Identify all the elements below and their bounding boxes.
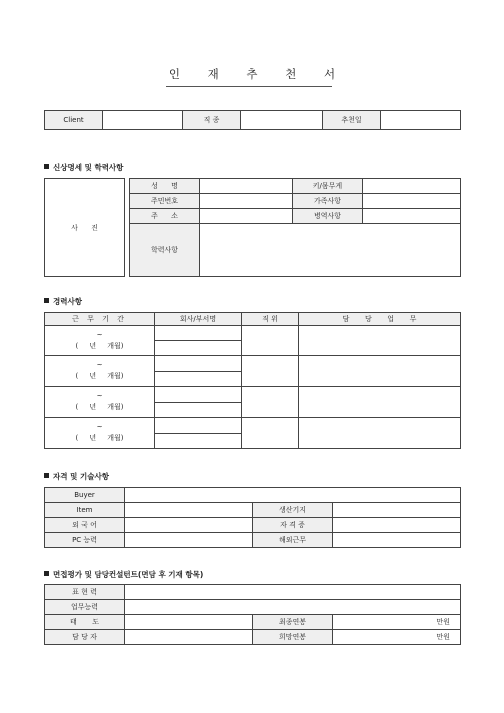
buyer-field[interactable] bbox=[125, 488, 461, 503]
desired-salary-field[interactable] bbox=[333, 630, 461, 645]
career-header-duty: 담 당 업 무 bbox=[299, 313, 461, 326]
overseas-label: 해외근무 bbox=[253, 533, 333, 548]
education-field[interactable] bbox=[200, 224, 461, 277]
career-period-cell[interactable]: ~ ( 년 개월) bbox=[45, 387, 155, 418]
title-underline bbox=[166, 86, 332, 87]
career-department-field[interactable] bbox=[155, 341, 242, 356]
license-field[interactable] bbox=[333, 518, 461, 533]
square-bullet-icon bbox=[44, 571, 49, 576]
top-info-table bbox=[44, 110, 461, 130]
military-label: 병역사항 bbox=[293, 209, 363, 224]
career-period-cell[interactable]: ~ ( 년 개월) bbox=[45, 326, 155, 356]
item-label: Item bbox=[45, 503, 125, 518]
family-field[interactable] bbox=[363, 194, 461, 209]
language-field[interactable] bbox=[125, 518, 253, 533]
military-field[interactable] bbox=[363, 209, 461, 224]
career-company-field[interactable] bbox=[155, 356, 242, 372]
id-number-label: 주민번호 bbox=[130, 194, 200, 209]
career-company-field[interactable] bbox=[155, 326, 242, 341]
square-bullet-icon bbox=[44, 298, 49, 303]
production-base-label: 생산기지 bbox=[253, 503, 333, 518]
career-company-field[interactable] bbox=[155, 387, 242, 403]
height-weight-label: 키/몸무게 bbox=[293, 179, 363, 194]
career-header-period: 근 무 기 간 bbox=[45, 313, 155, 326]
career-department-field[interactable] bbox=[155, 403, 242, 418]
photo-box[interactable] bbox=[44, 178, 125, 277]
career-position-field[interactable] bbox=[242, 326, 299, 356]
career-header-position: 직 위 bbox=[242, 313, 299, 326]
desired-salary-label: 희망연봉 bbox=[253, 630, 333, 645]
pc-skill-label: PC 능력 bbox=[45, 533, 125, 548]
career-company-field[interactable] bbox=[155, 418, 242, 434]
desired-salary-unit: 만원 bbox=[436, 633, 451, 641]
expression-field[interactable] bbox=[125, 585, 461, 600]
education-label: 학력사항 bbox=[130, 224, 200, 277]
client-field[interactable] bbox=[103, 111, 183, 130]
square-bullet-icon bbox=[44, 164, 49, 169]
item-field[interactable] bbox=[125, 503, 253, 518]
address-field[interactable] bbox=[200, 209, 293, 224]
attitude-label: 태 도 bbox=[45, 615, 125, 630]
section-skills-heading: 자격 및 기술사항 bbox=[44, 471, 109, 482]
interview-table bbox=[44, 584, 461, 645]
attitude-field[interactable] bbox=[125, 615, 253, 630]
career-duty-field[interactable] bbox=[299, 326, 461, 356]
license-label: 자 격 증 bbox=[253, 518, 333, 533]
overseas-field[interactable] bbox=[333, 533, 461, 548]
personal-table bbox=[129, 178, 461, 277]
career-duty-field[interactable] bbox=[299, 356, 461, 387]
manager-field[interactable] bbox=[125, 630, 253, 645]
id-number-field[interactable] bbox=[200, 194, 293, 209]
section-interview-heading: 면접평가 및 담당컨설턴트(면담 후 기재 항목) bbox=[44, 569, 203, 580]
name-label: 성 명 bbox=[130, 179, 200, 194]
buyer-label: Buyer bbox=[45, 488, 125, 503]
career-duty-field[interactable] bbox=[299, 387, 461, 418]
square-bullet-icon bbox=[44, 473, 49, 478]
production-base-field[interactable] bbox=[333, 503, 461, 518]
pc-skill-field[interactable] bbox=[125, 533, 253, 548]
recommend-date-field[interactable] bbox=[381, 111, 461, 130]
job-type-field[interactable] bbox=[241, 111, 323, 130]
work-ability-field[interactable] bbox=[125, 600, 461, 615]
career-position-field[interactable] bbox=[242, 356, 299, 387]
height-weight-field[interactable] bbox=[363, 179, 461, 194]
career-position-field[interactable] bbox=[242, 387, 299, 418]
page-title: 인 재 추 천 서 bbox=[168, 67, 348, 81]
career-department-field[interactable] bbox=[155, 372, 242, 387]
client-label: Client bbox=[45, 111, 103, 130]
last-salary-unit: 만원 bbox=[436, 618, 451, 626]
career-duty-field[interactable] bbox=[299, 418, 461, 449]
career-header-company: 회사/부서명 bbox=[155, 313, 242, 326]
career-period-cell[interactable]: ~ ( 년 개월) bbox=[45, 418, 155, 449]
manager-label: 담 당 자 bbox=[45, 630, 125, 645]
career-department-field[interactable] bbox=[155, 434, 242, 449]
career-position-field[interactable] bbox=[242, 418, 299, 449]
section-career-heading: 경력사항 bbox=[44, 296, 82, 307]
family-label: 가족사항 bbox=[293, 194, 363, 209]
expression-label: 표 현 력 bbox=[45, 585, 125, 600]
skills-table bbox=[44, 487, 461, 548]
photo-label: 사 진 bbox=[71, 223, 98, 232]
name-field[interactable] bbox=[200, 179, 293, 194]
section-personal-heading: 신상명세 및 학력사항 bbox=[44, 162, 123, 173]
last-salary-label: 최종연봉 bbox=[253, 615, 333, 630]
career-table bbox=[44, 312, 461, 449]
job-type-label: 직 종 bbox=[183, 111, 241, 130]
language-label: 외 국 어 bbox=[45, 518, 125, 533]
career-period-cell[interactable]: ~ ( 년 개월) bbox=[45, 356, 155, 387]
recommend-date-label: 추천일 bbox=[323, 111, 381, 130]
work-ability-label: 업무능력 bbox=[45, 600, 125, 615]
last-salary-field[interactable] bbox=[333, 615, 461, 630]
address-label: 주 소 bbox=[130, 209, 200, 224]
